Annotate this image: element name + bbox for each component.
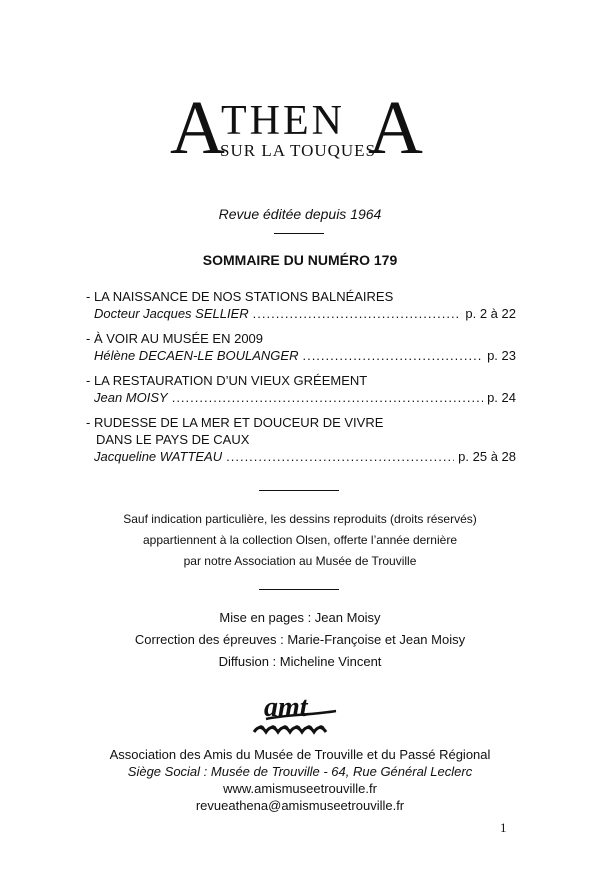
page-number: 1 <box>500 820 507 835</box>
leader-dots <box>302 347 483 364</box>
toc-entry-line <box>86 448 516 465</box>
wave-logo-icon <box>248 690 352 740</box>
note-line: appartiennent à la collection Olsen, offerte l’année dernière <box>143 533 457 547</box>
toc-entry-pages: p. 2 à 22 <box>465 306 516 321</box>
toc-entry-author: Docteur Jacques SELLIER <box>94 306 249 321</box>
email-link[interactable]: revueathena@amismuseetrouville.fr <box>195 798 405 813</box>
masthead-subtitle: SUR LA TOUQUES <box>220 141 377 160</box>
association-address: Siège Social : Musée de Trouville - 64, Rue Général Leclerc <box>127 764 473 779</box>
credit-line: Correction des épreuves : Marie-Françoise et Jean Moisy <box>134 632 466 647</box>
masthead-big-letter-left: A <box>170 86 225 170</box>
credits <box>0 607 600 673</box>
masthead-big-letter-right: A <box>368 86 423 170</box>
logo-lettering: amt <box>264 692 308 723</box>
toc-entry-line <box>86 305 516 322</box>
toc-entry-pages: p. 25 à 28 <box>458 449 516 464</box>
masthead <box>0 86 600 170</box>
toc-entry-pages: p. 23 <box>487 348 516 363</box>
leader-dots <box>172 389 483 406</box>
toc-entry-title: - À VOIR AU MUSÉE EN 2009 <box>86 331 264 346</box>
table-of-contents <box>86 288 516 473</box>
divider-3 <box>259 589 339 590</box>
leader-dots <box>226 448 454 465</box>
note-line: par notre Association au Musée de Trouville <box>183 554 417 568</box>
toc-entry-author: Hélène DECAEN-LE BOULANGER <box>94 348 299 363</box>
divider-2 <box>259 490 339 491</box>
toc-entry-author: Jacqueline WATTEAU <box>94 449 223 464</box>
footer <box>0 746 600 814</box>
toc-entry-pages: p. 24 <box>487 390 516 405</box>
tagline: Revue éditée depuis 1964 <box>218 206 382 222</box>
website-link[interactable]: www.amismuseetrouville.fr <box>223 781 377 796</box>
toc-entry <box>86 414 516 465</box>
toc-entry <box>86 288 516 322</box>
leader-dots <box>253 305 462 322</box>
toc-entry <box>86 330 516 364</box>
toc-entry-line <box>86 347 516 364</box>
toc-entry-title: - LA NAISSANCE DE NOS STATIONS BALNÉAIRES <box>86 289 394 304</box>
association-logo <box>248 690 352 740</box>
credit-line: Diffusion : Micheline Vincent <box>218 654 382 669</box>
copyright-note <box>0 509 600 572</box>
toc-entry <box>86 372 516 406</box>
contents-heading: SOMMAIRE DU NUMÉRO 179 <box>202 252 398 268</box>
credit-line: Mise en pages : Jean Moisy <box>219 610 381 625</box>
toc-entry-title-continued: DANS LE PAYS DE CAUX <box>96 432 250 447</box>
masthead-title: THEN <box>221 98 345 144</box>
toc-entry-title: - LA RESTAURATION D’UN VIEUX GRÉEMENT <box>86 373 368 388</box>
association-name: Association des Amis du Musée de Trouville et du Passé Régional <box>109 747 491 762</box>
note-line: Sauf indication particulière, les dessins reproduits (droits réservés) <box>123 512 477 526</box>
toc-entry-title: - RUDESSE DE LA MER ET DOUCEUR DE VIVRE <box>86 415 384 430</box>
divider-1 <box>274 233 324 234</box>
toc-entry-author: Jean MOISY <box>94 390 168 405</box>
toc-entry-line <box>86 389 516 406</box>
